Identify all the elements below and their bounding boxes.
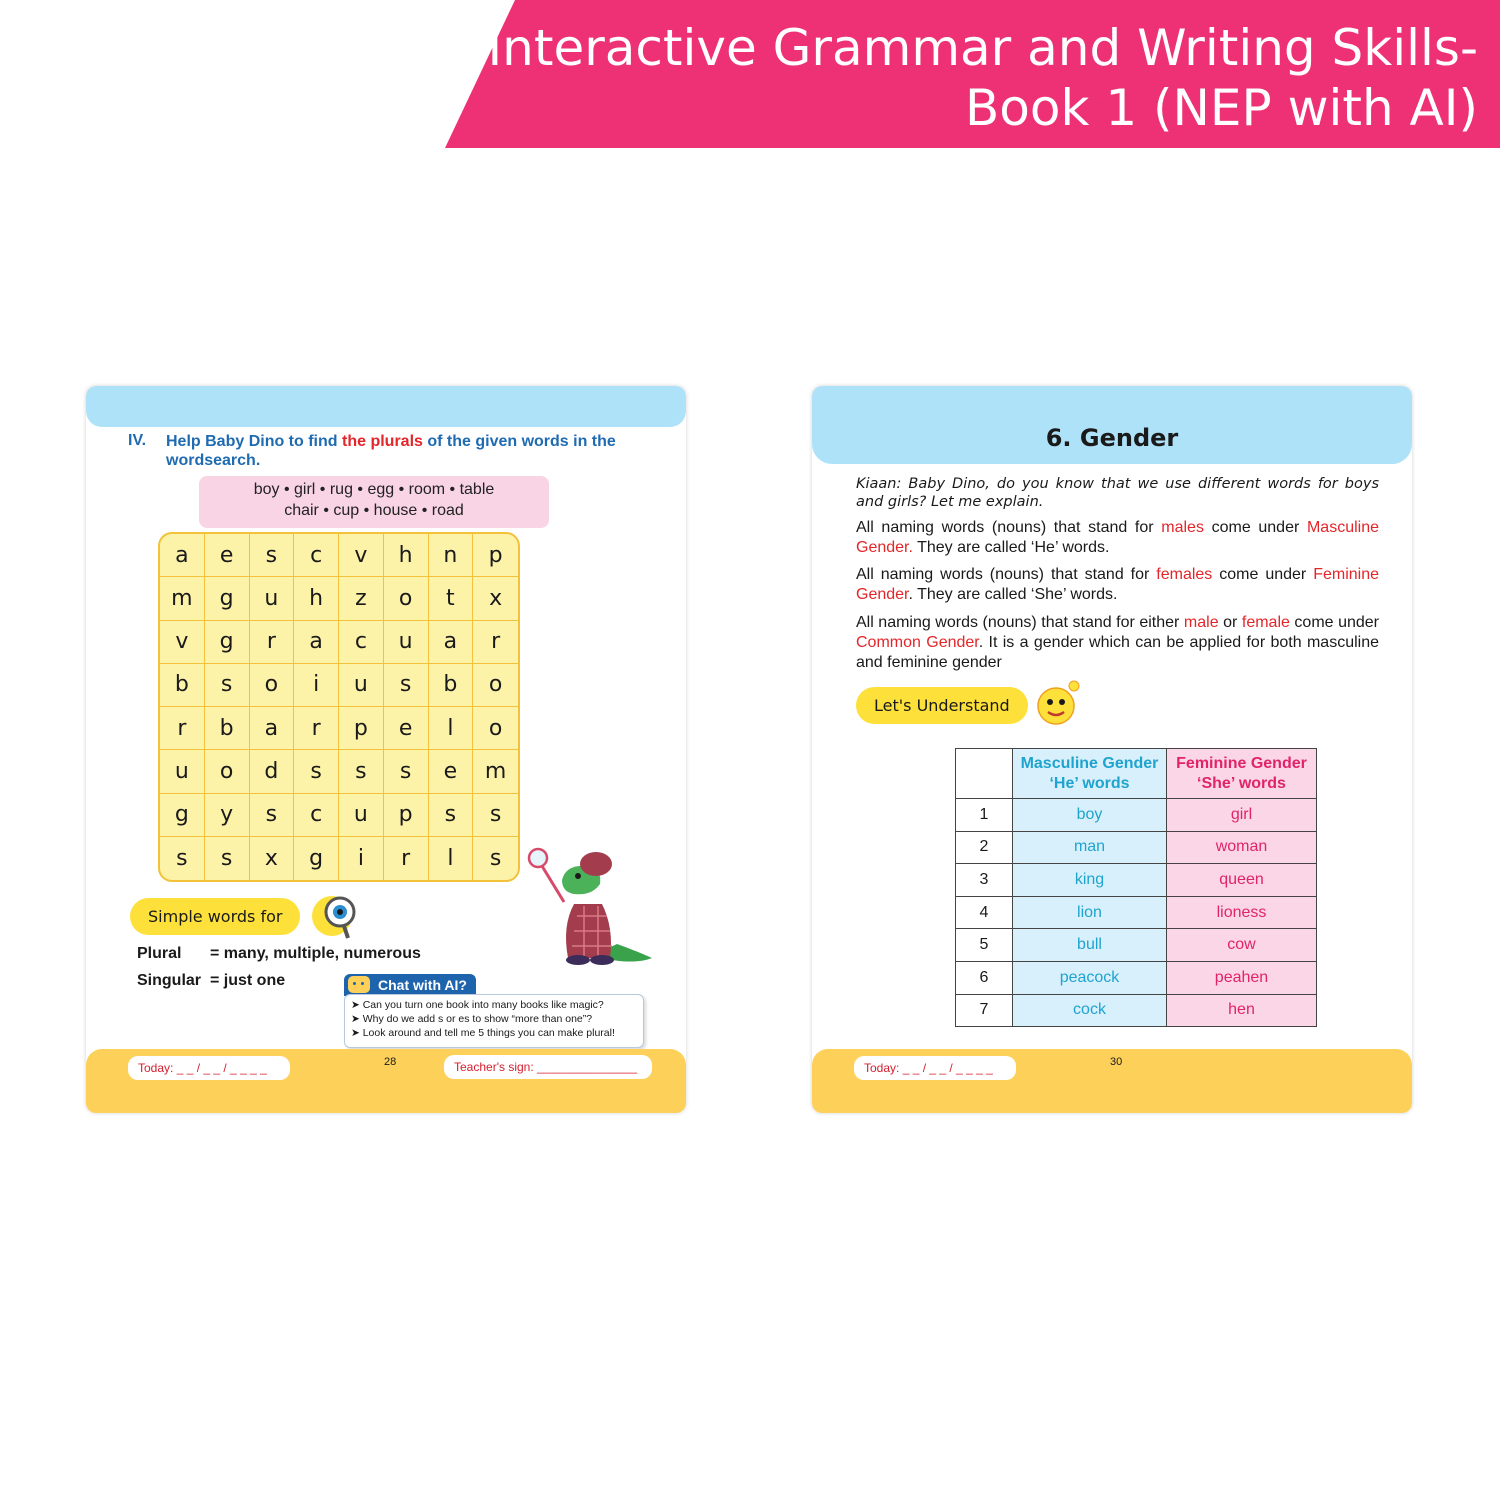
wordsearch-cell[interactable]: s (160, 837, 205, 880)
feminine-word-cell: queen (1167, 864, 1317, 897)
lets-understand-pill: Let's Understand (856, 687, 1028, 724)
wordsearch-cell[interactable]: s (384, 664, 429, 707)
wordsearch-cell[interactable]: o (473, 707, 518, 750)
left-page (86, 386, 686, 1113)
wordsearch-cell[interactable]: g (205, 621, 250, 664)
masculine-header-line1: Masculine Gender (1020, 754, 1159, 772)
masculine-word-cell: boy (1013, 799, 1167, 832)
masculine-header-line2: ‘He’ words (1049, 774, 1130, 792)
wordsearch-cell[interactable]: r (250, 621, 295, 664)
robot-icon (348, 976, 370, 993)
row-number-cell: 2 (956, 831, 1013, 864)
plural-label: Plural (137, 945, 182, 962)
masculine-word-cell: bull (1013, 929, 1167, 962)
wordsearch-cell[interactable]: g (160, 794, 205, 837)
question-number: IV. (128, 432, 147, 449)
row-number-cell: 6 (956, 961, 1013, 994)
chat-with-ai-title: Chat with AI? (344, 974, 476, 996)
banner-title-line2: Book 1 (NEP with AI) (964, 79, 1478, 137)
simple-words-pill: Simple words for (130, 898, 300, 935)
wordsearch-cell[interactable]: g (294, 837, 339, 880)
row-number-cell: 1 (956, 799, 1013, 832)
wordsearch-cell[interactable]: b (160, 664, 205, 707)
gender-table (955, 748, 1317, 1027)
today-date-field[interactable]: Today: _ _ / _ _ / _ _ _ _ (128, 1056, 290, 1080)
page-header-band (86, 386, 686, 427)
text: All naming words (nouns) that stand for (856, 566, 1157, 583)
wordsearch-cell[interactable]: l (429, 837, 474, 880)
wordsearch-cell[interactable]: r (294, 707, 339, 750)
highlight-text: females (1156, 566, 1213, 583)
wordsearch-cell[interactable]: s (384, 750, 429, 793)
wordsearch-cell[interactable]: p (473, 534, 518, 577)
question-part1: Help Baby Dino to find (166, 433, 342, 450)
wordsearch-cell[interactable]: v (339, 534, 384, 577)
masculine-word-cell: man (1013, 831, 1167, 864)
wordsearch-cell[interactable]: i (294, 664, 339, 707)
chat-item: ➤ Why do we add s or es to show “more than one”? (351, 1013, 593, 1025)
wordsearch-cell[interactable]: o (473, 664, 518, 707)
singular-definition: = just one (210, 972, 286, 989)
highlight-text: male (1183, 614, 1219, 631)
wordsearch-cell[interactable]: d (250, 750, 295, 793)
common-paragraph (856, 613, 1379, 673)
row-number-cell: 7 (956, 994, 1013, 1027)
banner-title-line1: Interactive Grammar and Writing Skills- (487, 19, 1478, 77)
wordsearch-cell[interactable]: x (250, 837, 295, 880)
text: come under (1289, 614, 1379, 631)
feminine-word-cell: woman (1167, 831, 1317, 864)
feminine-header-line2: ‘She’ words (1197, 774, 1286, 792)
page-number: 30 (1110, 1056, 1123, 1068)
highlight-text: males (1161, 519, 1204, 536)
table-row (956, 799, 1317, 832)
word-list-line2: chair • cup • house • road (284, 502, 464, 519)
table-header-row (956, 749, 1317, 799)
masculine-word-cell: lion (1013, 896, 1167, 929)
wordsearch-cell[interactable]: u (250, 577, 295, 620)
wordsearch-cell[interactable]: a (250, 707, 295, 750)
table-header-number (956, 749, 1013, 799)
wordsearch-cell[interactable]: h (294, 577, 339, 620)
highlight-text: female (1241, 614, 1290, 631)
wordsearch-cell[interactable]: m (473, 750, 518, 793)
wordsearch-cell[interactable]: s (205, 837, 250, 880)
banner-title (478, 18, 1478, 138)
wordsearch-cell[interactable]: m (160, 577, 205, 620)
table-row (956, 961, 1317, 994)
row-number-cell: 4 (956, 896, 1013, 929)
question-text (166, 432, 666, 470)
wordsearch-cell[interactable]: a (160, 534, 205, 577)
table-header-masculine (1013, 749, 1167, 799)
table-row (956, 994, 1317, 1027)
feminine-header-line1: Feminine Gender (1176, 754, 1307, 772)
chat-with-ai-box (344, 994, 644, 1048)
word-list-line1: boy • girl • rug • egg • room • table (253, 481, 495, 498)
wordsearch-cell[interactable]: c (294, 794, 339, 837)
wordsearch-cell[interactable]: u (339, 664, 384, 707)
masculine-word-cell: king (1013, 864, 1167, 897)
wordsearch-cell[interactable]: s (489, 845, 502, 871)
wordsearch-cell[interactable]: e (205, 534, 250, 577)
thinking-emoji-icon (1034, 678, 1084, 728)
wordsearch-cell[interactable]: r (384, 837, 429, 880)
wordsearch-cell[interactable]: c (339, 621, 384, 664)
text: come under (1212, 566, 1314, 583)
wordsearch-cell[interactable]: s (250, 794, 295, 837)
text: They are called ‘He’ words. (912, 539, 1110, 556)
wordsearch-cell[interactable]: a (429, 621, 474, 664)
singular-label: Singular (137, 972, 202, 989)
wordsearch-cell[interactable]: n (429, 534, 474, 577)
feminine-word-cell: peahen (1167, 961, 1317, 994)
feminine-word-cell: hen (1167, 994, 1317, 1027)
wordsearch-cell[interactable]: c (294, 534, 339, 577)
intro-text: Kiaan: Baby Dino, do you know that we use different words for boys and girls? Let me explain. (856, 476, 1379, 510)
magnifier-emoji-icon (308, 892, 364, 942)
masculine-word-cell: cock (1013, 994, 1167, 1027)
page-footer (86, 1049, 686, 1113)
feminine-paragraph (856, 565, 1379, 605)
question-part2: of the given words in the wordsearch. (166, 433, 616, 469)
text: All naming words (nouns) that stand for either (856, 614, 1184, 631)
wordsearch-cell[interactable]: o (250, 664, 295, 707)
text: . They are called ‘She’ words. (908, 586, 1118, 603)
teacher-sign-field[interactable]: Teacher's sign: _______________ (444, 1055, 652, 1079)
wordsearch-cell[interactable]: s (294, 750, 339, 793)
highlight-text: Feminine Gender (856, 566, 1379, 603)
today-date-field[interactable]: Today: _ _ / _ _ / _ _ _ _ (854, 1056, 1016, 1080)
wordsearch-cell[interactable]: s (205, 664, 250, 707)
masculine-word-cell: peacock (1013, 961, 1167, 994)
wordsearch-cell[interactable]: y (205, 794, 250, 837)
table-row (956, 831, 1317, 864)
wordsearch-cell[interactable]: t (429, 577, 474, 620)
feminine-word-cell: cow (1167, 929, 1317, 962)
wordsearch-cell[interactable]: v (160, 621, 205, 664)
wordsearch-cell[interactable]: u (160, 750, 205, 793)
wordsearch-cell[interactable]: u (339, 794, 384, 837)
wordsearch-cell[interactable]: o (205, 750, 250, 793)
wordsearch-cell[interactable]: e (384, 707, 429, 750)
table-row (956, 929, 1317, 962)
plural-definition: = many, multiple, numerous (210, 945, 421, 962)
highlight-text: Common Gender (856, 634, 979, 651)
row-number-cell: 3 (956, 864, 1013, 897)
question-highlight: the plurals (342, 433, 423, 450)
wordsearch-cell[interactable]: x (473, 577, 518, 620)
page-number: 28 (384, 1056, 397, 1068)
masculine-paragraph (856, 518, 1379, 558)
baby-dino-detective-illustration (522, 846, 662, 976)
wordsearch-cell[interactable]: a (294, 621, 339, 664)
wordsearch-cell[interactable]: l (429, 707, 474, 750)
text: or (1218, 614, 1242, 631)
wordsearch-cell[interactable]: e (429, 750, 474, 793)
feminine-word-cell: girl (1167, 799, 1317, 832)
wordsearch-cell[interactable]: z (339, 577, 384, 620)
wordsearch-cell[interactable]: b (429, 664, 474, 707)
wordsearch-grid[interactable] (158, 532, 520, 882)
wordsearch-cell[interactable]: i (339, 837, 384, 880)
chapter-title: 6. Gender (1045, 424, 1179, 452)
text: come under (1203, 519, 1307, 536)
table-header-feminine (1167, 749, 1317, 799)
chat-item: ➤ Look around and tell me 5 things you can make plural! (351, 1027, 615, 1039)
text: All naming words (nouns) that stand for (856, 519, 1162, 536)
right-page (812, 386, 1412, 1113)
wordsearch-cell[interactable]: o (384, 577, 429, 620)
text: . It is a gender which can be applied for both masculine and feminine gender (856, 634, 1379, 671)
wordsearch-cell[interactable]: p (339, 707, 384, 750)
word-list-box (199, 476, 549, 528)
wordsearch-cell[interactable]: h (384, 534, 429, 577)
wordsearch-cell[interactable]: s (339, 750, 384, 793)
table-row (956, 896, 1317, 929)
wordsearch-cell[interactable]: s (250, 534, 295, 577)
highlight-text: Masculine Gender. (856, 519, 1379, 556)
wordsearch-cell[interactable]: s (429, 794, 474, 837)
page-footer (812, 1049, 1412, 1113)
table-row (956, 864, 1317, 897)
wordsearch-cell[interactable]: u (384, 621, 429, 664)
wordsearch-cell[interactable]: r (160, 707, 205, 750)
wordsearch-cell[interactable]: r (473, 621, 518, 664)
wordsearch-cell[interactable]: s (473, 794, 518, 837)
wordsearch-cell[interactable]: b (205, 707, 250, 750)
wordsearch-cell[interactable]: g (205, 577, 250, 620)
wordsearch-cell[interactable]: p (384, 794, 429, 837)
chat-item: ➤ Can you turn one book into many books like magic? (351, 999, 604, 1011)
feminine-word-cell: lioness (1167, 896, 1317, 929)
row-number-cell: 5 (956, 929, 1013, 962)
